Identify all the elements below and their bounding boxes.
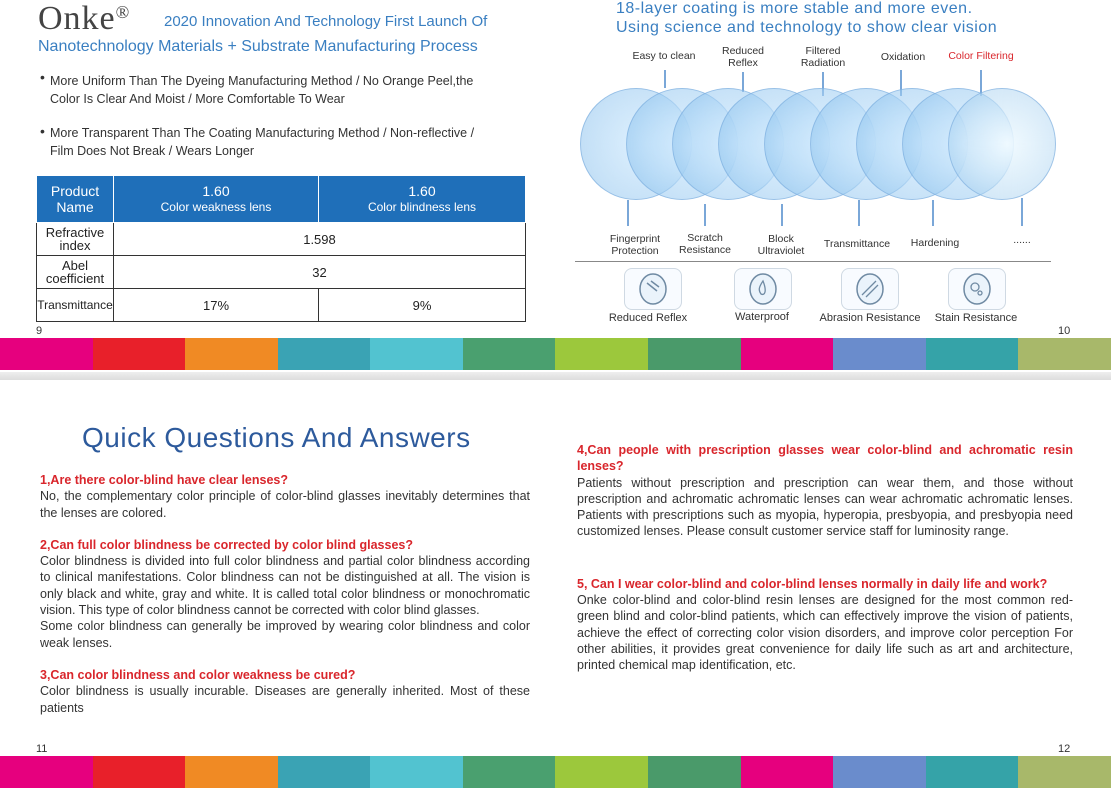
answer-3: Color blindness is usually incurable. Diseases are generally inherited. Most of these patients <box>40 684 530 715</box>
color-block <box>648 756 741 788</box>
label-block-ultraviolet: Block Ultraviolet <box>757 233 805 257</box>
color-block <box>741 756 834 788</box>
weakness-lens-header: 1.60 Color weakness lens <box>114 176 319 223</box>
label-fingerprint-protection: Fingerprint Protection <box>609 233 661 257</box>
abel-value: 32 <box>114 256 526 289</box>
coating-title-line-2: Using science and technology to show clear vision <box>616 19 998 36</box>
label-reduced-reflex: Reduced Reflex <box>721 45 765 69</box>
label-oxidation: Oxidation <box>880 51 926 63</box>
arrow-up-icon <box>704 204 706 226</box>
icon-label-abrasion: Abrasion Resistance <box>819 312 921 324</box>
icon-label-reduced-reflex: Reduced Reflex <box>608 312 688 324</box>
label-scratch-resistance: Scratch Resistance <box>679 232 731 256</box>
color-block <box>278 338 371 370</box>
color-block <box>0 756 93 788</box>
transmittance-col1: 17% <box>114 289 319 322</box>
qa-column-left <box>40 472 530 716</box>
color-block <box>370 338 463 370</box>
color-block <box>555 756 648 788</box>
table-row <box>37 256 526 289</box>
table-header-row <box>37 176 526 223</box>
page-divider <box>0 372 1111 380</box>
page-number-12: 12 <box>1058 743 1071 755</box>
question-2: 2,Can full color blindness be corrected by color blind glasses? <box>40 537 414 552</box>
refractive-value: 1.598 <box>114 223 526 256</box>
refractive-label: Refractive index <box>37 223 114 256</box>
question-5: 5, Can I wear color-blind and color-blind lenses normally in daily life and work? <box>577 576 1048 591</box>
answer-4: Patients without prescription and prescription can wear them, and those without prescription and achromatic achromatic lenses can wear achromatic achromatic lenses. Patients with prescriptions such as myopia, hyperopia, presbyopia, and presbyopia need customized lenses. Please consult customer service staff for luminosity range. <box>577 475 1073 539</box>
spec-table <box>36 176 526 322</box>
color-block <box>278 756 371 788</box>
blindness-lens-header: 1.60 Color blindness lens <box>319 176 526 223</box>
label-filtered-radiation: Filtered Radiation <box>800 45 846 69</box>
divider-line <box>575 261 1051 262</box>
color-block <box>1018 756 1111 788</box>
arrow-down-icon <box>664 70 666 88</box>
page-number-10: 10 <box>1058 325 1071 337</box>
color-block <box>648 338 741 370</box>
color-block <box>463 338 556 370</box>
arrow-up-icon <box>627 200 629 226</box>
answer-1: No, the complementary color principle of color-blind glasses inevitably determines that the lenses are colored. <box>40 489 530 520</box>
bullet-item: • More Uniform Than The Dyeing Manufacturing Method / No Orange Peel,the Color Is Clear And Moist / More Comfortable To Wear <box>40 69 474 106</box>
label-more: ...... <box>1013 234 1031 246</box>
coating-layers-illustration <box>580 88 1060 198</box>
color-block <box>1018 338 1111 370</box>
color-block <box>926 338 1019 370</box>
label-color-filtering: Color Filtering <box>948 50 1014 62</box>
arrow-up-icon <box>932 200 934 226</box>
arrow-up-icon <box>1021 198 1023 226</box>
color-block <box>926 756 1019 788</box>
answer-2b: Some color blindness can generally be improved by wearing color blindness and color weak lenses. <box>40 619 530 650</box>
tagline-line-2: Nanotechnology Materials + Substrate Manufacturing Process <box>38 38 478 55</box>
brand-logo: Onke® <box>38 0 131 37</box>
transmittance-label: Transmittance <box>37 289 114 322</box>
table-row <box>37 289 526 322</box>
question-3: 3,Can color blindness and color weakness be cured? <box>40 667 356 682</box>
color-block <box>185 338 278 370</box>
label-easy-to-clean: Easy to clean <box>632 50 696 62</box>
color-block <box>93 338 186 370</box>
bullet-item: • More Transparent Than The Coating Manufacturing Method / Non-reflective / Film Does Not Break / Wears Longer <box>40 123 475 158</box>
icon-label-waterproof: Waterproof <box>734 311 789 323</box>
page-number-11: 11 <box>36 743 48 755</box>
color-strip <box>0 338 1111 370</box>
qa-column-right <box>577 442 1073 674</box>
lens-abrasion-icon <box>841 268 899 310</box>
color-block <box>185 756 278 788</box>
page-number-9: 9 <box>36 325 43 337</box>
transmittance-col2: 9% <box>319 289 526 322</box>
color-strip <box>0 756 1111 788</box>
lens-reflex-icon <box>624 268 682 310</box>
color-block <box>370 756 463 788</box>
lens-waterproof-icon <box>734 268 792 310</box>
tagline-line-1: 2020 Innovation And Technology First Launch Of <box>164 13 488 30</box>
answer-2a: Color blindness is divided into full color blindness and partial color blindness according to clinical manifestations. Color blindness can not be distinguished at all. The vision is only black and white, gray and white. It is called total color blindness or monochromatic vision. This type of color blindness cannot be corrected with color blind glasses. <box>40 554 530 618</box>
color-block <box>463 756 556 788</box>
lens-stain-icon <box>948 268 1006 310</box>
label-hardening: Hardening <box>910 237 960 249</box>
coating-title-line-1: 18-layer coating is more stable and more even. <box>616 0 973 17</box>
question-1: 1,Are there color-blind have clear lenses? <box>40 473 289 487</box>
icon-label-stain: Stain Resistance <box>934 312 1018 324</box>
label-transmittance: Transmittance <box>823 238 891 250</box>
arrow-up-icon <box>858 200 860 226</box>
qa-title: Quick Questions And Answers <box>82 422 471 453</box>
table-row <box>37 223 526 256</box>
color-block <box>93 756 186 788</box>
color-block <box>0 338 93 370</box>
arrow-up-icon <box>781 204 783 226</box>
color-block <box>741 338 834 370</box>
lens-layer <box>948 88 1056 200</box>
answer-5: Onke color-blind and color-blind resin lenses are designed for the most common red-green blind and color-blind patients, which can effectively improve the vision of patients, achieve the effect of correcting color vision disorders, and improve color perception For other abilities, it provides great convenience for daily life such as art and architecture, printed chemical map identification, etc. <box>577 593 1073 673</box>
color-block <box>555 338 648 370</box>
color-block <box>833 756 926 788</box>
product-name-header: Product Name <box>37 176 114 223</box>
abel-label: Abel coefficient <box>37 256 114 289</box>
question-4: 4,Can people with prescription glasses wear color-blind and achromatic resin lenses? <box>577 443 1073 474</box>
color-block <box>833 338 926 370</box>
